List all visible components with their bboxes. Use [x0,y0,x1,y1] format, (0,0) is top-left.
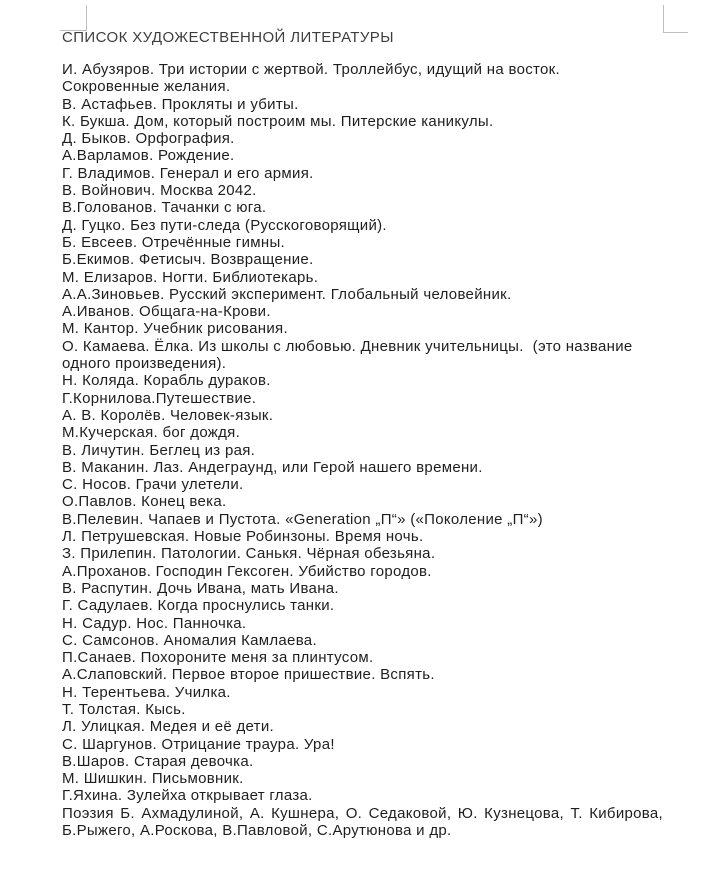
list-line: Л. Петрушевская. Новые Робинзоны. Время ночь. [62,528,424,546]
list-line: В.Голованов. Тачанки с юга. [62,199,267,217]
list-line: А.Варламов. Рождение. [62,147,235,165]
list-line: М. Елизаров. Ногти. Библиотекарь. [62,268,319,286]
list-line: Поэзия Б. Ахмадулиной, А. Кушнера, О. Седаковой, Ю. Кузнецова, Т. Кибирова, [62,804,663,822]
list-line: В. Распутин. Дочь Ивана, мать Ивана. [62,579,339,597]
list-line: В. Астафьев. Прокляты и убиты. [62,95,299,113]
list-line: Г. Садулаев. Когда проснулись танки. [62,597,335,615]
list-line: В. Личутин. Беглец из рая. [62,441,256,459]
list-line: О.Павлов. Конец века. [62,493,227,511]
list-line: А. В. Королёв. Человек-язык. [62,406,274,424]
list-line: Г.Корнилова.Путешествие. [62,389,257,407]
literature-list [62,61,663,839]
list-line: П.Санаев. Похороните меня за плинтусом. [62,649,374,667]
text-boundary-corner-mark-right-icon [663,5,688,33]
document-title: СПИСОК ХУДОЖЕСТВЕННОЙ ЛИТЕРАТУРЫ [62,29,394,46]
list-line: А.Иванов. Общага-на-Крови. [62,303,271,321]
text-boundary-corner-mark-left-icon [60,5,87,31]
list-line: Г.Яхина. Зулейха открывает глаза. [62,787,313,805]
list-line: Б. Евсеев. Отречённые гимны. [62,233,286,251]
list-line: Л. Улицкая. Медея и её дети. [62,718,274,736]
list-line: С. Самсонов. Аномалия Камлаева. [62,631,317,649]
list-line: М. Шишкин. Письмовник. [62,770,244,788]
list-line: Д. Гуцко. Без пути-следа (Русскоговорящий). [62,216,387,234]
list-line: А.Проханов. Господин Гексоген. Убийство городов. [62,562,432,580]
list-line: Г. Владимов. Генерал и его армия. [62,164,314,182]
list-line: В. Маканин. Лаз. Андеграунд, или Герой нашего времени. [62,458,483,476]
list-line: З. Прилепин. Патологии. Санькя. Чёрная обезьяна. [62,545,436,563]
list-line: И. Абузяров. Три истории с жертвой. Троллейбус, идущий на восток. [62,61,560,78]
list-line: М. Кантор. Учебник рисования. [62,320,288,338]
list-line: Б.Рыжего, А.Роскова, В.Павловой, С.Арутюнова и др. [62,822,452,840]
list-line: В. Войнович. Москва 2042. [62,182,257,200]
list-line: В.Пелевин. Чапаев и Пустота. «Generation „П“» («Поколение „П“») [62,510,543,528]
list-line: С. Шаргунов. Отрицание траура. Ура! [62,735,335,753]
list-line: К. Букша. Дом, который построим мы. Питерские каникулы. [62,112,494,130]
list-line: Н. Коляда. Корабль дураков. [62,372,271,390]
list-line: одного произведения). [62,355,227,373]
list-line: Сокровенные желания. [62,78,231,96]
list-line: Д. Быков. Орфография. [62,130,235,148]
list-line: Т. Толстая. Кысь. [62,700,186,718]
list-line: М.Кучерская. бог дождя. [62,424,241,442]
list-line: Н. Садур. Нос. Панночка. [62,614,247,632]
list-line: Н. Терентьева. Училка. [62,683,231,701]
list-line: Б.Екимов. Фетисыч. Возвращение. [62,251,314,269]
list-line: О. Камаева. Ёлка. Из школы с любовью. Дневник учительницы. (это название [62,337,633,355]
list-line: С. Носов. Грачи улетели. [62,476,244,494]
list-line: А.Слаповский. Первое второе пришествие. Вспять. [62,666,435,684]
list-line: А.А.Зиновьев. Русский эксперимент. Глобальный человейник. [62,285,512,303]
list-line: В.Шаров. Старая девочка. [62,752,254,770]
